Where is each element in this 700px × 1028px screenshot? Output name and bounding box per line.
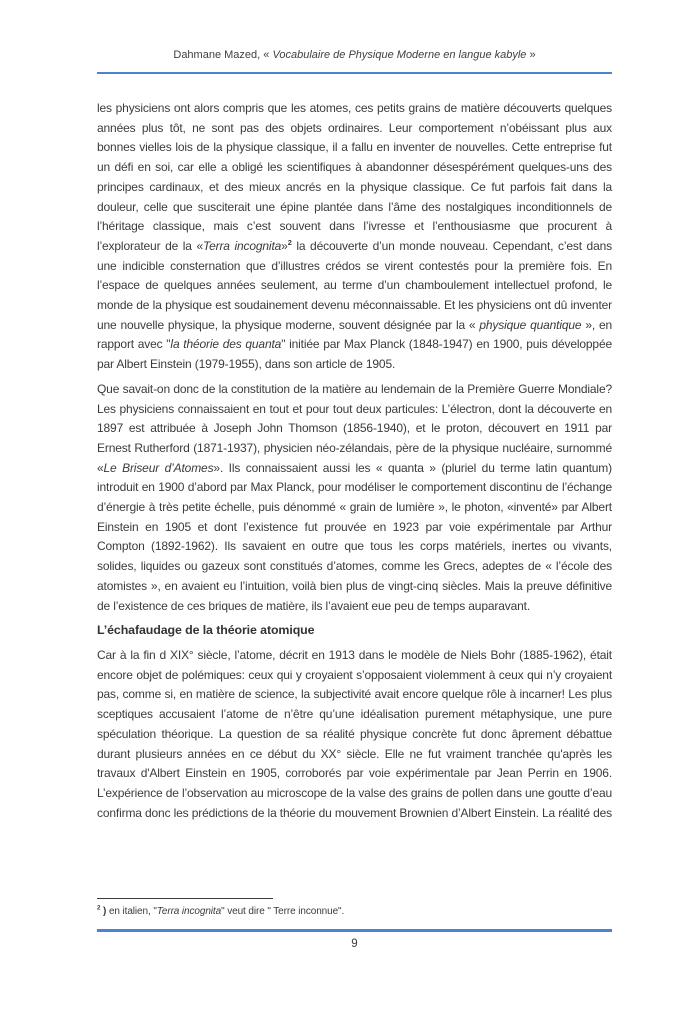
- footnote-block: [97, 898, 612, 917]
- paragraph: les physiciens ont alors compris que les atomes, ces petits grains de matière découverts quelques années plus tôt, ne sont pas des objets ordinaires. Leur comportement n’obéissant plus aux bonnes vielles lois de la physique classique, il a fallu en inventer de nouvelles. Cette entreprise fut un défi en soi, car elle a obligé les scientifiques à abandonner désespérément quelques-uns des principes cardinaux, et des mieux ancrés en la physique classique. Ce fut parfois fait dans la douleur, celle que susciterait une épine plantée dans l’âme des nostalgiques inconditionnels de l’héritage classique, mais c’est souvent dans l’ivresse et l’enthousiasme que procurent à l’explorateur de la «Terra incognita»$^2$ la découverte d’un monde nouveau. Cependant, c’est dans une indicible consternation que d’illustres crédos se virent contestés pour la première fois. En l’espace de quelques années seulement, au terme d’un chamboulement intellectuel profond, le monde de la physique est soudainement devenu méconnaissable. Et les physiciens ont dû inventer une nouvelle physique, la physique moderne, souvent désignée par la « physique quantique », en rapport avec "la théorie des quanta" initiée par Max Planck (1848-1947) en 1900, puis développée par Albert Einstein (1979-1955), dans son article de 1905.: [97, 101, 612, 372]
- footnote-separator: [97, 898, 273, 899]
- paragraph: Que savait-on donc de la constitution de la matière au lendemain de la Première Guerre Mondiale? Les physiciens connaissaient en tout et pour tout deux particules: L’électron, dont la découverte en 1897 est attribuée à Joseph John Thomson (1856-1940), et le proton, découvert en 1911 par Ernest Rutherford (1871-1937), physicien néo-zélandais, père de la physique nucléaire, surnommé «Le Briseur d’Atomes». Ils connaissaient aussi les « quanta » (pluriel du terme latin quantum) introduit en 1900 d’abord par Max Planck, pour modéliser le comportement discontinu de l’échange d’énergie à très petite échelle, puis dénommé « grain de lumière », le photon, «inventé» par Albert Einstein en 1905 et dont l’existence fut prouvée en 1923 par voie expérimentale par Arthur Compton (1892-1962). Ils savaient en outre que tous les corps matériels, inertes ou vivants, solides, liquides ou gazeux sont constitués d’atomes, comme les Grecs, adeptes de « l’école des atomistes », en avaient eu l’intuition, voilà bien plus de vingt-cinq siècles. Mais la preuve définitive de l’existence de ces briques de matière, ils l’avaient eue peu de temps auparavant.: [97, 381, 612, 613]
- paragraph: Car à la fin d XIX° siècle, l’atome, décrit en 1913 dans le modèle de Niels Bohr (1885-1962), était encore objet de polémiques: ceux qui y croyaient s’opposaient violemment à ceux qui n’y croyaient pas, comme si, en matière de science, la subjectivité avait encore quelque rôle à incarner! Les plus sceptiques accusaient l’atome de n’être qu’une idéalisation purement métaphysique, une pure spéculation théorique. La question de sa réalité physique concrète fut donc âprement débattue durant plusieurs années en ce début du XX° siècle. Elle ne fut vraiment tranchée qu'après les travaux d'Albert Einstein en 1905, corroborés par voie expérimentale par Jean Perrin en 1906. L’expérience de l’observation au microscope de la valse des grains de pollen dans une goutte d’eau confirma donc les prédictions de la théorie du mouvement Brownien d’Albert Einstein. La réalité des: [97, 647, 612, 820]
- footnote: $^2$ ) en italien, "Terra incognita" veut dire " Terre inconnue".: [97, 904, 345, 917]
- page-body: [97, 99, 612, 828]
- page-header: [97, 48, 612, 74]
- running-title: Dahmane Mazed, « Vocabulaire de Physique Moderne en langue kabyle »: [173, 49, 536, 61]
- footer-rule: [97, 929, 612, 932]
- page-number: 9: [351, 938, 358, 950]
- section-heading: L’échafaudage de la théorie atomique: [97, 623, 315, 638]
